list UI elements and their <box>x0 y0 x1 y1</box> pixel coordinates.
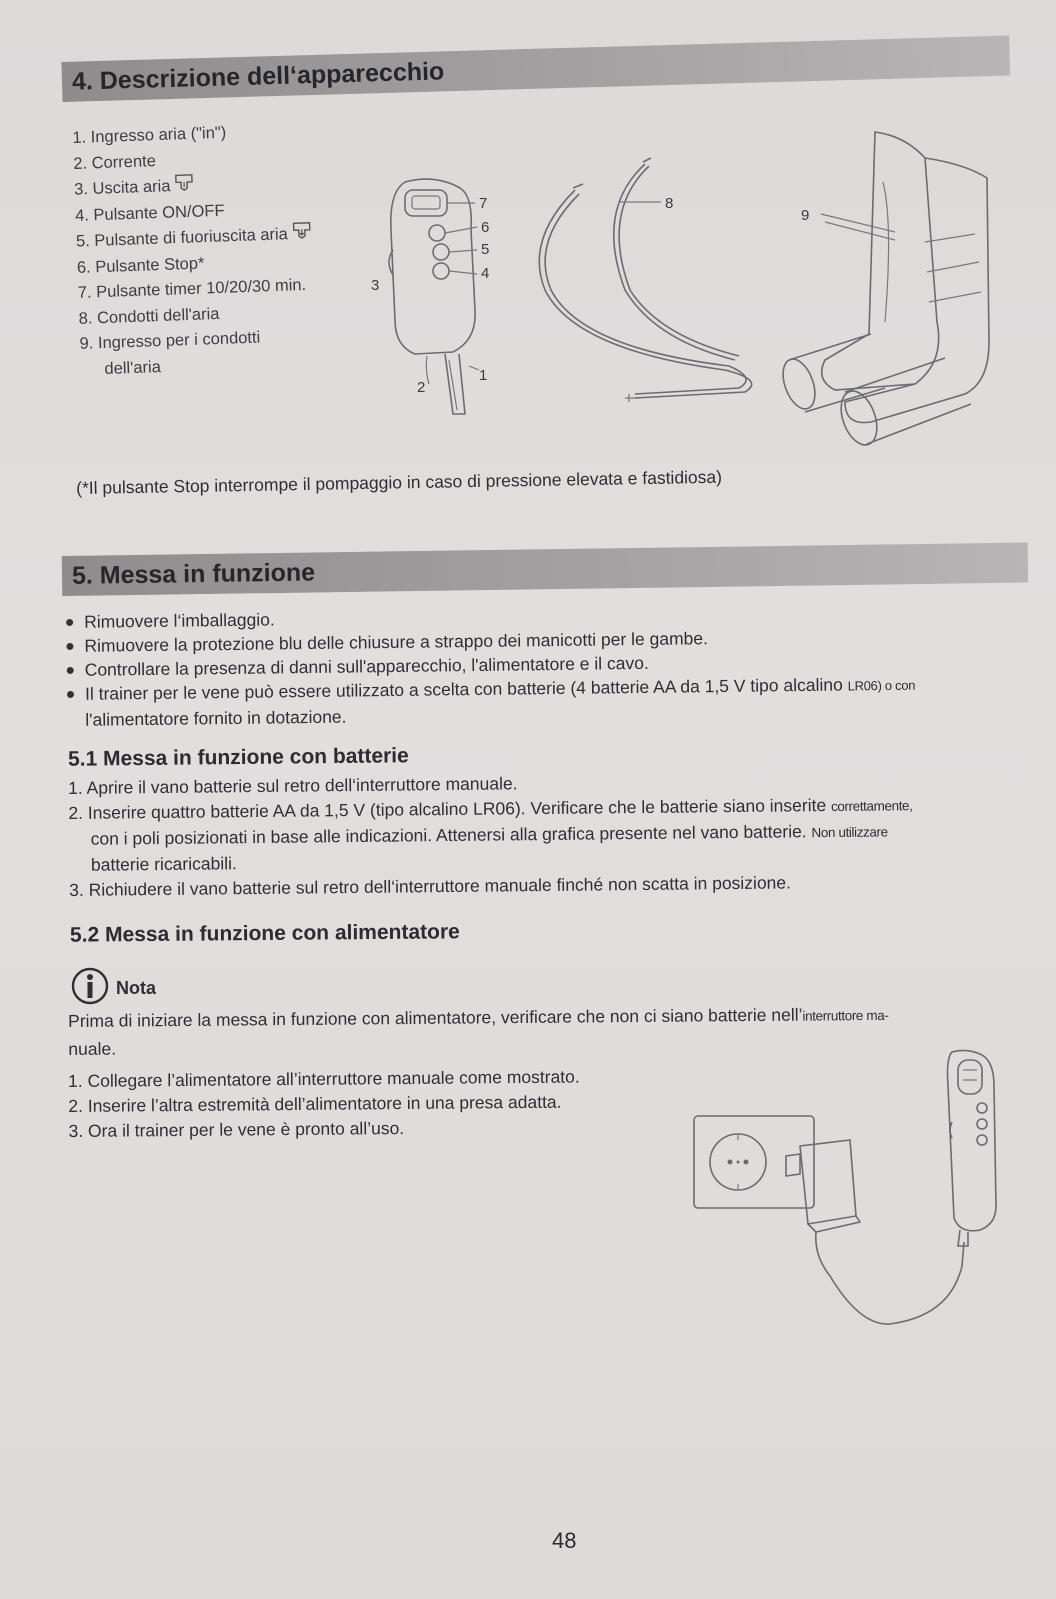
page-number: 48 <box>552 1528 577 1553</box>
note-text-cont: nuale. <box>68 1038 117 1059</box>
bullet-text: Il trainer per le vene può essere utilizzato a scelta con batterie (4 batterie AA da 1,5 V tipo alcalino <box>84 674 848 704</box>
label-8: 8 <box>665 195 674 212</box>
step-text-small: correttamente, <box>830 798 913 815</box>
leg-sleeves-illustration <box>775 122 1005 452</box>
power-adapter-illustration <box>690 1046 1020 1346</box>
air-tubes-illustration <box>525 150 765 420</box>
subsection-5-2-title: 5.2 Messa in funzione con alimentatore <box>69 920 460 947</box>
setup-bullets <box>66 598 1027 732</box>
subsection-5-1-title: 5.1 Messa in funzione con batterie <box>67 744 409 771</box>
section-5-header <box>62 543 1028 596</box>
list-item-text: 5. Pulsante di fuoriuscita aria <box>75 225 289 251</box>
list-item-continuation: dell'aria <box>104 357 162 378</box>
controller-illustration <box>365 170 525 420</box>
label-9: 9 <box>801 207 810 224</box>
air-release-icon <box>291 221 312 248</box>
list-item-text: 3. Uscita aria <box>73 177 171 199</box>
step-text-small: Non utilizzare <box>811 824 888 841</box>
list-item: 2. Corrente <box>72 151 157 173</box>
air-out-icon <box>174 173 195 200</box>
label-4: 4 <box>481 265 490 282</box>
label-3: 3 <box>371 277 380 294</box>
bullet-item: Controllare la presenza di danni sull'apparecchio, l'alimentatore e il cavo. <box>67 646 1027 682</box>
step-item: 3. Ora il trainer per le vene è pronto all’uso. <box>68 1118 405 1141</box>
list-item: 1. Ingresso aria ("in") <box>72 123 227 147</box>
step-item: 1. Aprire il vano batterie sul retro dell‘interruttore manuale. <box>68 773 518 798</box>
section-4-header <box>61 36 1010 102</box>
list-item: 6. Pulsante Stop* <box>76 253 205 277</box>
bullet-item: Rimuovere la protezione blu delle chiusure a strappo dei manicotti per le gambe. <box>66 622 1026 658</box>
bullet-continuation: l'alimentatore fornito in dotazione. <box>85 706 347 730</box>
bullet-item: Rimuovere l‘imballaggio. <box>66 598 1026 634</box>
label-6: 6 <box>481 219 490 236</box>
bullet-text-small: LR06) o con <box>847 677 916 694</box>
step-item: 1. Collegare l’alimentatore all’interruttore manuale come mostrato. <box>68 1066 580 1091</box>
step-continuation: batterie ricaricabili. <box>90 853 237 875</box>
label-1: 1 <box>479 367 488 384</box>
parts-list <box>72 116 381 383</box>
section-4-title: 4. Descrizione dell‘apparecchio <box>71 56 445 96</box>
label-7: 7 <box>479 195 488 212</box>
note-text-main: Prima di iniziare la messa in funzione con alimentatore, verificare che non ci siano batterie nell’ <box>68 1004 803 1031</box>
note-box <box>70 966 156 1011</box>
note-text-small: interruttore ma- <box>802 1007 889 1024</box>
list-item: 7. Pulsante timer 10/20/30 min. <box>77 275 307 302</box>
list-item: 8. Condotti dell'aria <box>78 304 220 328</box>
battery-steps <box>68 766 1029 903</box>
list-item: 4. Pulsante ON/OFF <box>74 201 225 225</box>
stop-footnote: (*Il pulsante Stop interrompe il pompaggio in caso di pressione elevata e fastidiosa) <box>76 466 723 498</box>
note-label: Nota <box>116 978 156 998</box>
step-item: 2. Inserire l’altra estremità dell’alimentatore in una presa adatta. <box>68 1091 562 1116</box>
info-icon <box>70 966 110 1011</box>
step-text: 2. Inserire quattro batterie AA da 1,5 V (tipo alcalino LR06). Verificare che le batterie siano inserite <box>68 795 832 823</box>
section-5-title: 5. Messa in funzione <box>71 557 316 590</box>
step-text: con i poli posizionati in base alle indicazioni. Attenersi alla grafica presente nel vano batterie. <box>90 821 812 849</box>
label-5: 5 <box>481 241 490 258</box>
list-item: 9. Ingresso per i condotti <box>79 328 261 353</box>
label-2: 2 <box>417 379 426 396</box>
step-item: 3. Richiudere il vano batterie sul retro dell‘interruttore manuale finché non scatta in posizione. <box>69 872 792 900</box>
